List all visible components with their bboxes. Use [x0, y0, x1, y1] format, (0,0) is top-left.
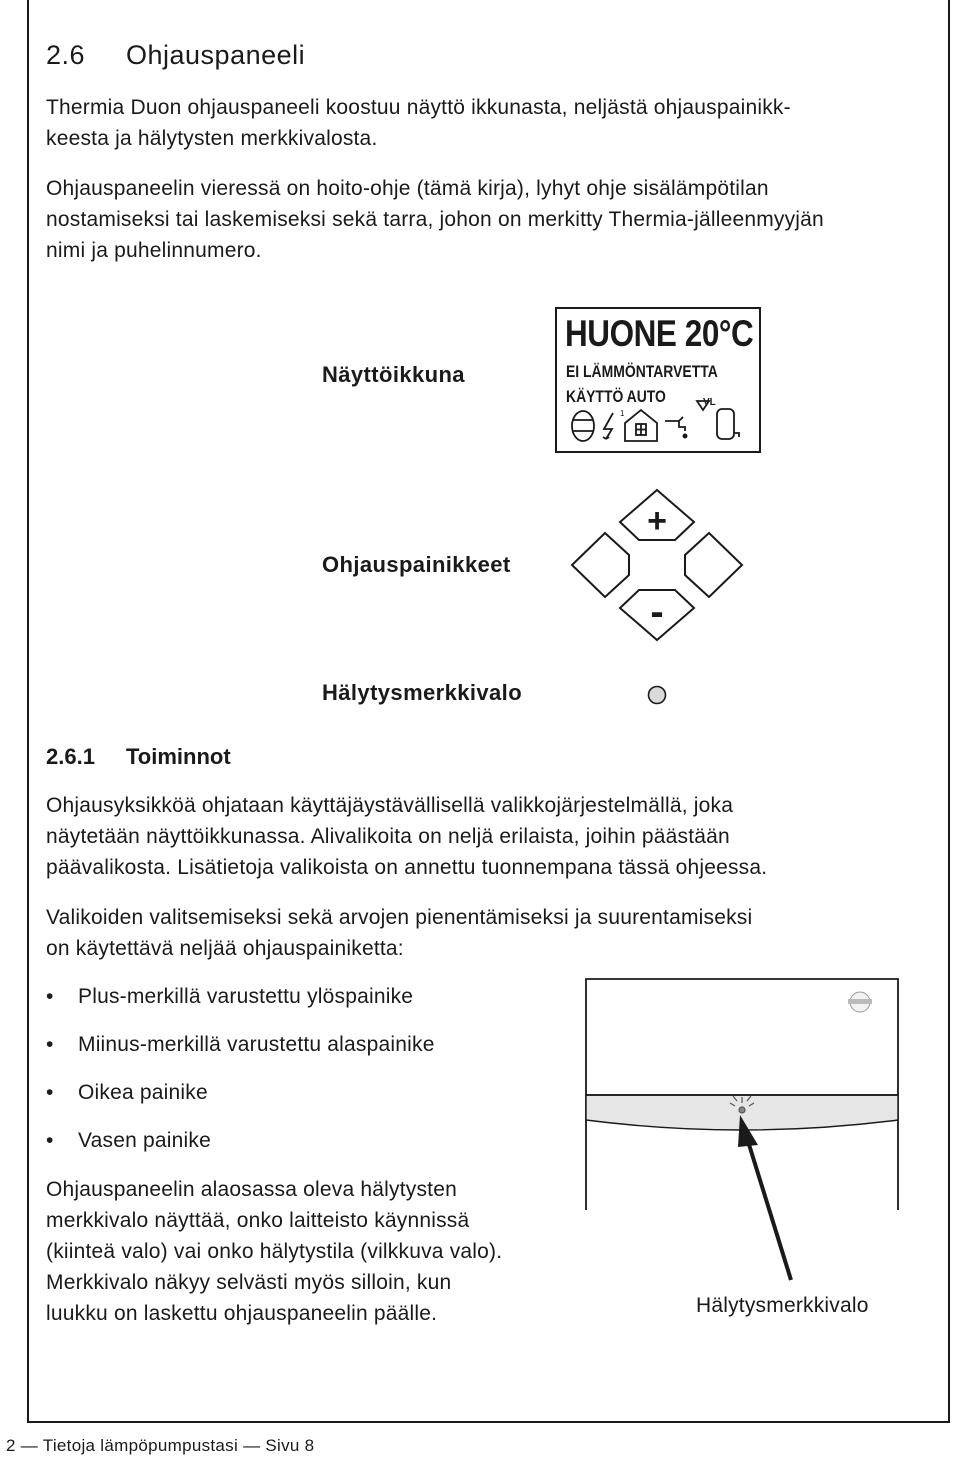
- list-item-label: Vasen painike: [78, 1129, 211, 1152]
- display-window-label: Näyttöikkuna: [322, 362, 465, 387]
- intro-paragraph-2: [46, 173, 824, 266]
- section-number: 2.6: [46, 40, 86, 70]
- drop-icon: [683, 434, 688, 439]
- pointer-arrow: [738, 1115, 791, 1280]
- list-item: • Vasen painike: [46, 1129, 211, 1152]
- alarm-light-label: Hälytysmerkkivalo: [322, 680, 523, 705]
- lcd-one-label: 1: [620, 409, 625, 418]
- plus-symbol: +: [647, 502, 667, 540]
- compressor-icon-detail: [573, 420, 593, 431]
- intro-paragraph-1: [46, 92, 791, 154]
- button-list: [46, 982, 435, 1174]
- lcd-status-line: EI LÄMMÖNTARVETTA: [566, 362, 718, 381]
- section-title: Ohjauspaneeli: [126, 40, 306, 70]
- lightning-icon: [603, 413, 613, 439]
- text-line: Ohjausyksikköä ohjataan käyttäjäystävällisellä valikkojärjestelmällä, joka: [46, 794, 734, 817]
- list-item: • Oikea painike: [46, 1081, 208, 1104]
- list-item-label: Oikea painike: [78, 1081, 208, 1104]
- subsection-heading: [46, 744, 231, 770]
- heat-pump-front-illustration: [580, 975, 905, 1285]
- functions-paragraph-2: [46, 902, 752, 964]
- list-item: • Plus-merkillä varustettu ylöspainike: [46, 985, 414, 1008]
- text-line: luukku on laskettu ohjauspaneelin päälle.: [46, 1302, 438, 1325]
- list-item: • Miinus-merkillä varustettu alaspainike: [46, 1033, 435, 1056]
- text-line: Ohjauspaneelin vieressä on hoito-ohje (tämä kirja), lyhyt ohje sisälämpötilan: [46, 177, 769, 200]
- text-line: nimi ja puhelinnumero.: [46, 239, 262, 262]
- lcd-display: [555, 307, 761, 453]
- text-line: Thermia Duon ohjauspaneeli koostuu näyttö ikkunasta, neljästä ohjauspainikk-: [46, 96, 791, 119]
- text-line: Ohjauspaneelin alaosassa oleva hälytysten: [46, 1178, 457, 1201]
- text-line: (kiinteä valo) vai onko hälytystila (vilkkuva valo).: [46, 1240, 503, 1263]
- lcd-icons: [557, 309, 761, 453]
- brand-badge-icon: [848, 992, 872, 1012]
- alarm-light-caption: Hälytysmerkkivalo: [696, 1294, 869, 1317]
- page-footer: 2 — Tietoja lämpöpumpustasi — Sivu 8: [6, 1436, 315, 1455]
- text-line: merkkivalo näyttää, onko laitteisto käynnissä: [46, 1209, 470, 1232]
- subsection-number: 2.6.1: [46, 744, 95, 769]
- warning-triangle-icon: [697, 401, 709, 410]
- text-line: nostamiseksi tai laskemiseksi sekä tarra, johon on merkitty Thermia-jälleenmyyjän: [46, 208, 824, 231]
- text-line: Valikoiden valitsemiseksi sekä arvojen pienentämiseksi ja suurentamiseksi: [46, 906, 753, 929]
- alarm-lamp-icon: [646, 684, 670, 708]
- text-line: päävalikosta. Lisätietoja valikoista on annettu tuonnempana tässä ohjeessa.: [46, 856, 768, 879]
- subsection-title: Toiminnot: [126, 744, 231, 769]
- tap-icon: [665, 417, 685, 431]
- lcd-mode-line: KÄYTTÖ AUTO: [566, 387, 666, 406]
- text-line: Merkkivalo näkyy selvästi myös silloin, kun: [46, 1271, 452, 1294]
- text-line: keesta ja hälytysten merkkivalosta.: [46, 127, 378, 150]
- text-line: näytetään näyttöikkunassa. Alivalikoita on neljä erilaista, joihin päästään: [46, 825, 730, 848]
- list-item-label: Miinus-merkillä varustettu alaspainike: [78, 1033, 435, 1056]
- left-button[interactable]: [572, 533, 629, 597]
- minus-symbol: -: [650, 590, 664, 634]
- control-buttons-label: Ohjauspainikkeet: [322, 552, 511, 577]
- text-line: on käytettävä neljää ohjauspainiketta:: [46, 937, 404, 960]
- right-button[interactable]: [685, 533, 742, 597]
- functions-paragraph-1: [46, 790, 767, 883]
- functions-paragraph-3: [46, 1174, 502, 1329]
- control-buttons-diagram: [560, 480, 760, 650]
- compressor-icon: [572, 411, 594, 441]
- lcd-temperature-line: HUONE 20°C: [565, 313, 754, 354]
- water-heater-icon: [717, 409, 734, 439]
- lcd-vl-label: VL: [703, 397, 716, 408]
- list-item-label: Plus-merkillä varustettu ylöspainike: [78, 985, 414, 1008]
- section-heading: [46, 40, 305, 71]
